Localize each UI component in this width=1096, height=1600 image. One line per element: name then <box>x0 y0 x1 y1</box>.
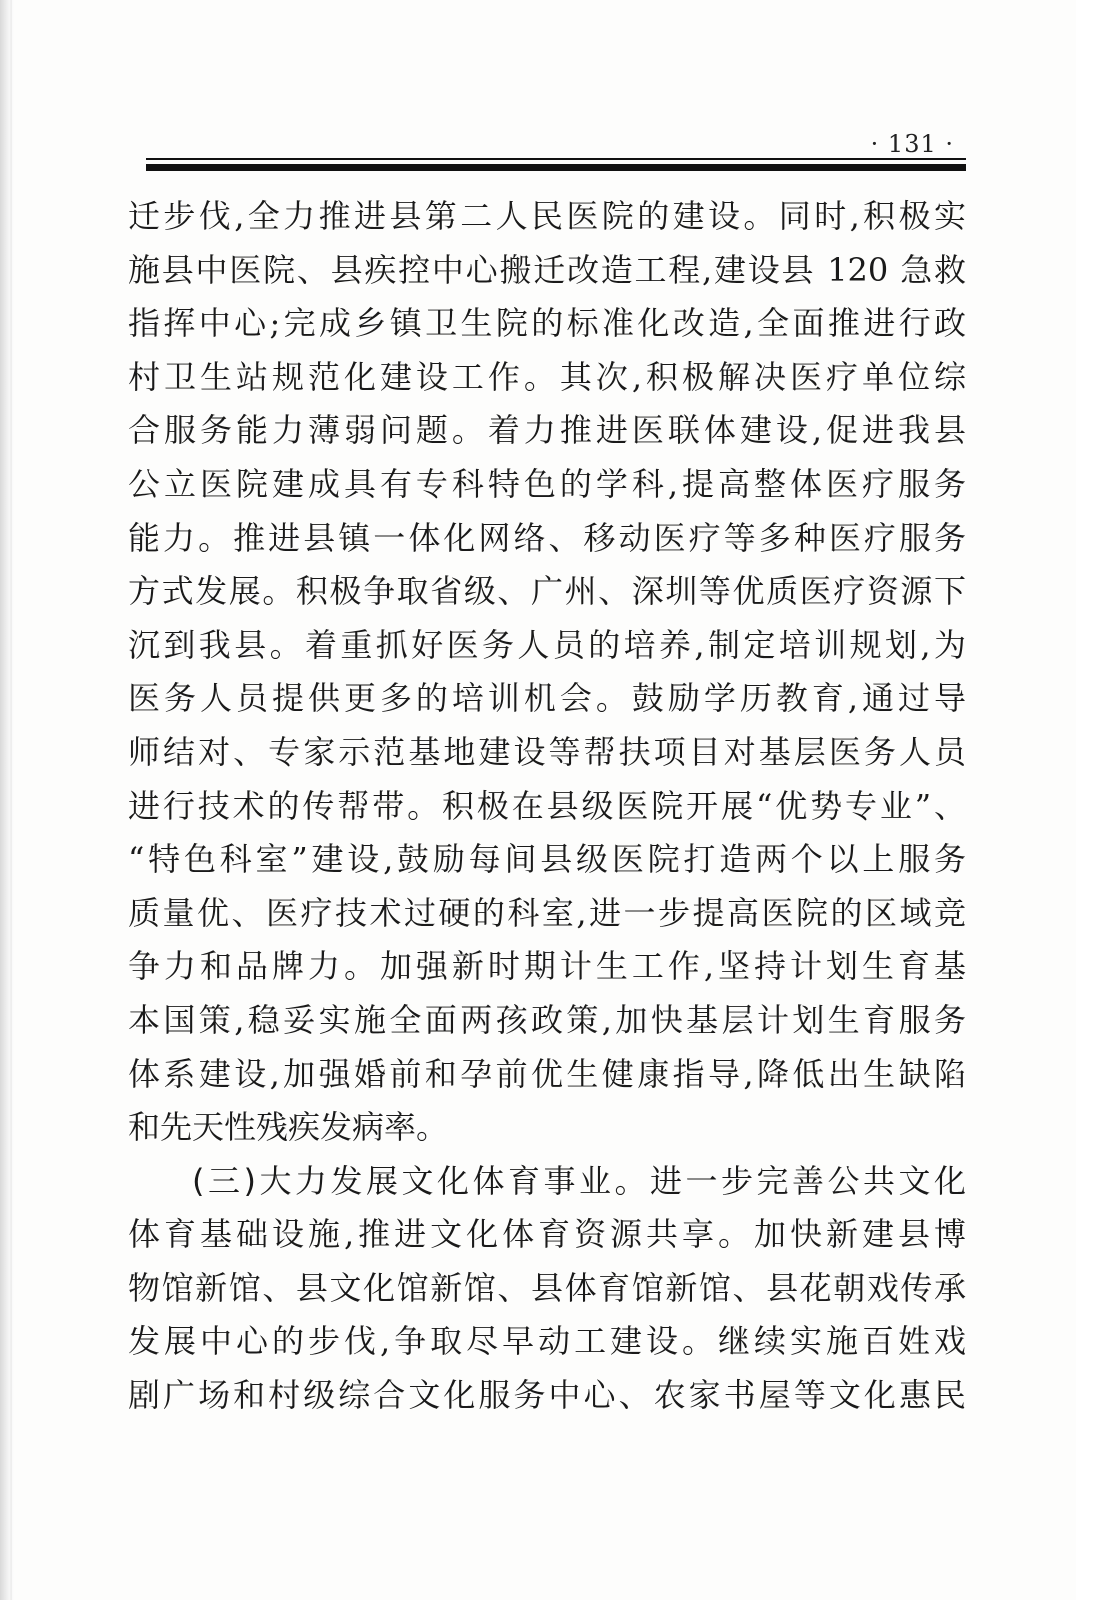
text-line: 方式发展。积极争取省级、广州、深圳等优质医疗资源下 <box>128 572 966 611</box>
paragraph-first-line <box>128 1155 966 1209</box>
header-rule-thin <box>146 158 966 160</box>
text-line: 合服务能力薄弱问题。着力推进医联体建设,促进我县 <box>128 411 966 450</box>
section-heading: (三)大力发展文化体育事业。 <box>192 1161 650 1200</box>
text-line: 指挥中心;完成乡镇卫生院的标准化改造,全面推进行政 <box>128 304 966 343</box>
page-header <box>146 128 966 184</box>
text-line: 体系建设,加强婚前和孕前优生健康指导,降低出生缺陷 <box>128 1054 966 1093</box>
text-line: “特色科室”建设,鼓励每间县级医院打造两个以上服务 <box>128 840 966 879</box>
text-line: 物馆新馆、县文化馆新馆、县体育馆新馆、县花朝戏传承 <box>128 1268 966 1307</box>
text-line: 和先天性残疾发病率。 <box>128 1108 449 1147</box>
text-line: 沉到我县。着重抓好医务人员的培养,制定培训规划,为 <box>128 625 966 664</box>
body-text <box>128 190 966 1423</box>
text-line: 发展中心的步伐,争取尽早动工建设。继续实施百姓戏 <box>128 1322 966 1361</box>
text-line: 施县中医院、县疾控中心搬迁改造工程,建设县 120 急救 <box>128 250 966 289</box>
page-number: · 131 · <box>870 130 954 158</box>
text-line: 师结对、专家示范基地建设等帮扶项目对基层医务人员 <box>128 732 966 771</box>
text-line: 争力和品牌力。加强新时期计生工作,坚持计划生育基 <box>128 947 966 986</box>
text-line: 迁步伐,全力推进县第二人民医院的建设。同时,积极实 <box>128 197 966 235</box>
text-run: 进一步完善公共文化 <box>649 1161 966 1200</box>
text-line: 剧广场和村级综合文化服务中心、农家书屋等文化惠民 <box>128 1376 966 1415</box>
text-line: 能力。推进县镇一体化网络、移动医疗等多种医疗服务 <box>128 518 966 557</box>
binding-shadow <box>0 0 14 1600</box>
text-line: 进行技术的传帮带。积极在县级医院开展“优势专业”、 <box>128 786 966 825</box>
text-line: 公立医院建成具有专科特色的学科,提高整体医疗服务 <box>128 464 966 503</box>
paragraph-1 <box>128 190 966 1155</box>
text-line: 体育基础设施,推进文化体育资源共享。加快新建县博 <box>128 1215 966 1254</box>
text-line: 质量优、医疗技术过硬的科室,进一步提高医院的区域竞 <box>128 893 966 932</box>
paragraph-2 <box>128 1155 966 1423</box>
header-rule-thick <box>146 164 966 171</box>
text-line: 医务人员提供更多的培训机会。鼓励学历教育,通过导 <box>128 679 966 718</box>
text-line: 村卫生站规范化建设工作。其次,积极解决医疗单位综 <box>128 357 966 396</box>
text-line: 本国策,稳妥实施全面两孩政策,加快基层计划生育服务 <box>128 1000 966 1039</box>
